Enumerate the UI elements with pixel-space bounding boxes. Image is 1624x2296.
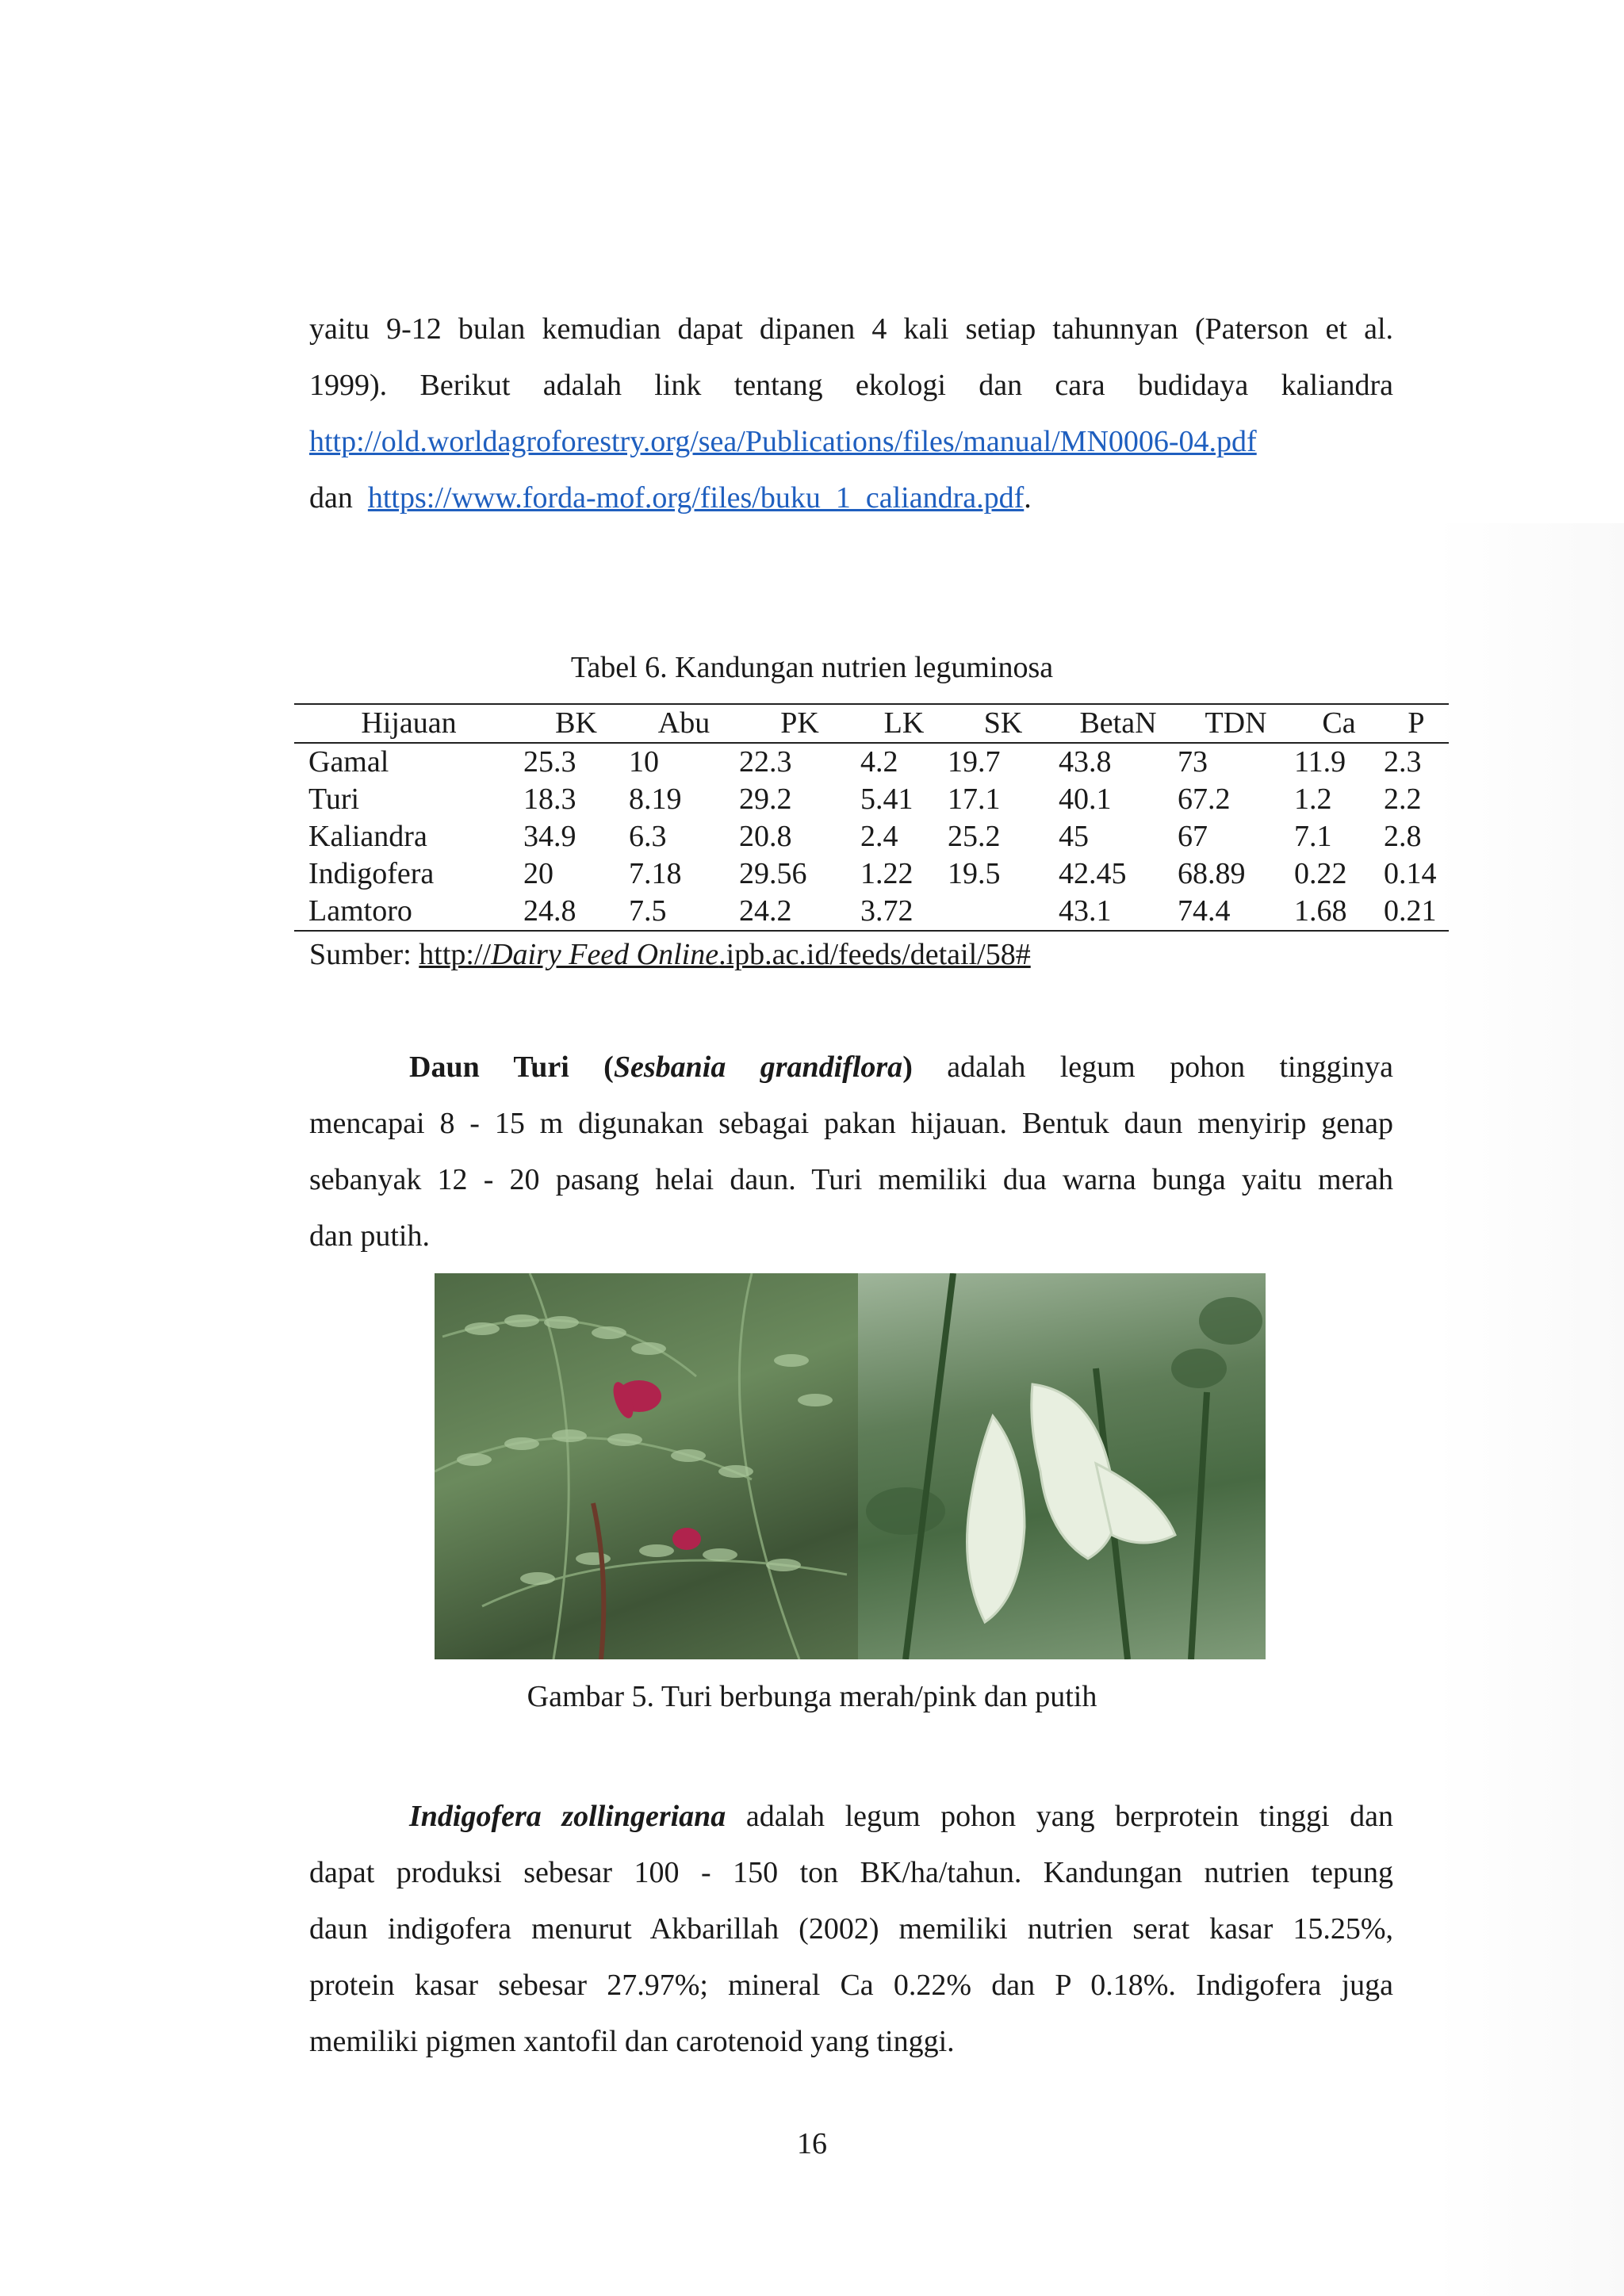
cell-betan: 40.1 xyxy=(1059,783,1112,816)
cell-betan: 42.45 xyxy=(1059,857,1127,890)
paragraph-line xyxy=(309,470,1393,526)
cell-lk: 3.72 xyxy=(860,893,948,931)
forda-mof-link[interactable]: https://www.forda-mof.org/files/buku_1_caliandra.pdf xyxy=(367,481,1025,515)
cell-ca: 7.1 xyxy=(1294,820,1332,853)
cell-tdn: 68.89 xyxy=(1178,857,1246,890)
paragraph-text: adalah legum pohon yang berprotein tinggi dan xyxy=(726,1800,1394,1833)
cell-sk: 19.7 xyxy=(948,745,1001,779)
cell-hijauan: Kaliandra xyxy=(308,820,427,853)
paragraph-kaliandra xyxy=(309,301,1393,526)
paragraph-line: sebanyak 12 - 20 pasang helai daun. Turi memiliki dua warna bunga yaitu merah xyxy=(309,1163,1393,1196)
header-tdn: TDN xyxy=(1178,704,1294,743)
table-row xyxy=(294,818,1449,855)
cell-hijauan: Lamtoro xyxy=(294,893,523,931)
white-turi-illustration xyxy=(858,1273,1266,1659)
cell-tdn: 67 xyxy=(1178,820,1208,853)
cell-sk: 19.5 xyxy=(948,857,1001,890)
worldagroforestry-link[interactable]: http://old.worldagroforestry.org/sea/Publications/files/manual/MN0006-04.pdf xyxy=(309,425,1257,458)
table-source xyxy=(309,936,1031,974)
source-link-part: http:// xyxy=(419,938,492,971)
cell-sk xyxy=(948,893,1059,931)
cell-abu: 7.5 xyxy=(629,893,739,931)
cell-p: 2.2 xyxy=(1384,783,1422,816)
header-pk: PK xyxy=(739,704,860,743)
cell-p: 2.8 xyxy=(1384,820,1422,853)
cell-tdn: 67.2 xyxy=(1178,783,1231,816)
cell-lk: 4.2 xyxy=(860,745,898,779)
table-header-row xyxy=(294,704,1449,743)
cell-ca: 0.22 xyxy=(1294,857,1347,890)
cell-tdn: 73 xyxy=(1178,745,1208,779)
paragraph-line: 1999). Berikut adalah link tentang ekologi dan cara budidaya kaliandra xyxy=(309,369,1393,402)
period: . xyxy=(1024,481,1032,515)
header-p: P xyxy=(1384,704,1449,743)
text-dan: dan xyxy=(309,481,353,515)
header-betan: BetaN xyxy=(1059,704,1178,743)
cell-p: 2.3 xyxy=(1384,745,1422,779)
cell-bk: 24.8 xyxy=(523,893,629,931)
cell-pk: 24.2 xyxy=(739,893,860,931)
cell-bk: 20 xyxy=(523,857,553,890)
header-ca: Ca xyxy=(1294,704,1384,743)
paragraph-line xyxy=(309,1039,1393,1096)
cell-abu: 8.19 xyxy=(629,783,682,816)
paragraph-line: daun indigofera menurut Akbarillah (2002) memiliki nutrien serat kasar 15.25%, xyxy=(309,1912,1393,1946)
source-link-part: .ipb.ac.id/feeds/detail/58# xyxy=(718,938,1031,971)
cell-lk: 5.41 xyxy=(860,783,914,816)
cell-betan: 45 xyxy=(1059,820,1089,853)
table-row xyxy=(294,743,1449,781)
cell-pk: 20.8 xyxy=(739,820,792,853)
paragraph-text: adalah legum pohon tingginya xyxy=(912,1050,1394,1084)
cell-pk: 22.3 xyxy=(739,745,792,779)
cell-abu: 6.3 xyxy=(629,820,667,853)
page-edge-shade xyxy=(1435,523,1624,2296)
cell-sk: 17.1 xyxy=(948,783,1001,816)
source-link-part: Dairy Feed Online xyxy=(491,938,719,971)
cell-lk: 1.22 xyxy=(860,857,914,890)
cell-betan: 43.8 xyxy=(1059,745,1112,779)
cell-abu: 10 xyxy=(629,745,659,779)
cell-bk: 34.9 xyxy=(523,820,576,853)
figure-caption: Gambar 5. Turi berbunga merah/pink dan putih xyxy=(527,1680,1097,1713)
cell-ca: 1.68 xyxy=(1294,893,1384,931)
table-row xyxy=(294,781,1449,818)
paragraph-line xyxy=(309,414,1393,470)
paragraph-line: protein kasar sebesar 27.97%; mineral Ca 0.22% dan P 0.18%. Indigofera juga xyxy=(309,1969,1393,2002)
paragraph-line: memiliki pigmen xantofil dan carotenoid yang tinggi. xyxy=(309,2025,955,2058)
table-row xyxy=(294,855,1449,893)
term-sesbania: Sesbania grandiflora xyxy=(613,1050,903,1084)
header-sk: SK xyxy=(948,704,1059,743)
term-daun-turi: Daun Turi ( xyxy=(409,1050,614,1084)
cell-tdn: 74.4 xyxy=(1178,893,1294,931)
table-caption: Tabel 6. Kandungan nutrien leguminosa xyxy=(570,651,1054,684)
paragraph-line: dan putih. xyxy=(309,1219,430,1253)
header-abu: Abu xyxy=(629,704,739,743)
header-lk: LK xyxy=(860,704,948,743)
cell-pk: 29.2 xyxy=(739,783,792,816)
cell-abu: 7.18 xyxy=(629,857,682,890)
cell-hijauan: Gamal xyxy=(308,745,389,779)
cell-p: 0.21 xyxy=(1384,893,1449,931)
cell-betan: 43.1 xyxy=(1059,893,1178,931)
cell-ca: 1.2 xyxy=(1294,783,1332,816)
red-turi-illustration xyxy=(435,1273,858,1659)
photo-white-turi xyxy=(858,1273,1266,1659)
cell-hijauan: Indigofera xyxy=(308,857,435,890)
source-label: Sumber: xyxy=(309,938,412,971)
header-hijauan: Hijauan xyxy=(294,704,523,743)
table-row xyxy=(294,893,1449,931)
paragraph-line: yaitu 9-12 bulan kemudian dapat dipanen 4 kali setiap tahunnyan (Paterson et al. xyxy=(309,312,1393,346)
nutrient-table xyxy=(294,703,1449,932)
page-number: 16 xyxy=(797,2127,827,2160)
paragraph-indigofera xyxy=(309,1789,1393,2070)
photo-red-turi xyxy=(435,1273,858,1659)
source-link[interactable] xyxy=(419,938,1030,971)
cell-lk: 2.4 xyxy=(860,820,898,853)
paragraph-line xyxy=(309,1789,1393,1845)
cell-p: 0.14 xyxy=(1384,857,1437,890)
term-indigofera: Indigofera zollingeriana xyxy=(409,1800,726,1833)
cell-bk: 25.3 xyxy=(523,745,576,779)
term-close: ) xyxy=(902,1050,913,1084)
paragraph-turi xyxy=(309,1039,1393,1265)
header-bk: BK xyxy=(523,704,629,743)
paragraph-line: mencapai 8 - 15 m digunakan sebagai pakan hijauan. Bentuk daun menyirip genap xyxy=(309,1107,1393,1140)
cell-ca: 11.9 xyxy=(1294,745,1346,779)
paragraph-line: dapat produksi sebesar 100 - 150 ton BK/ha/tahun. Kandungan nutrien tepung xyxy=(309,1856,1393,1889)
cell-bk: 18.3 xyxy=(523,783,576,816)
cell-sk: 25.2 xyxy=(948,820,1001,853)
cell-pk: 29.56 xyxy=(739,857,807,890)
cell-hijauan: Turi xyxy=(308,783,360,816)
